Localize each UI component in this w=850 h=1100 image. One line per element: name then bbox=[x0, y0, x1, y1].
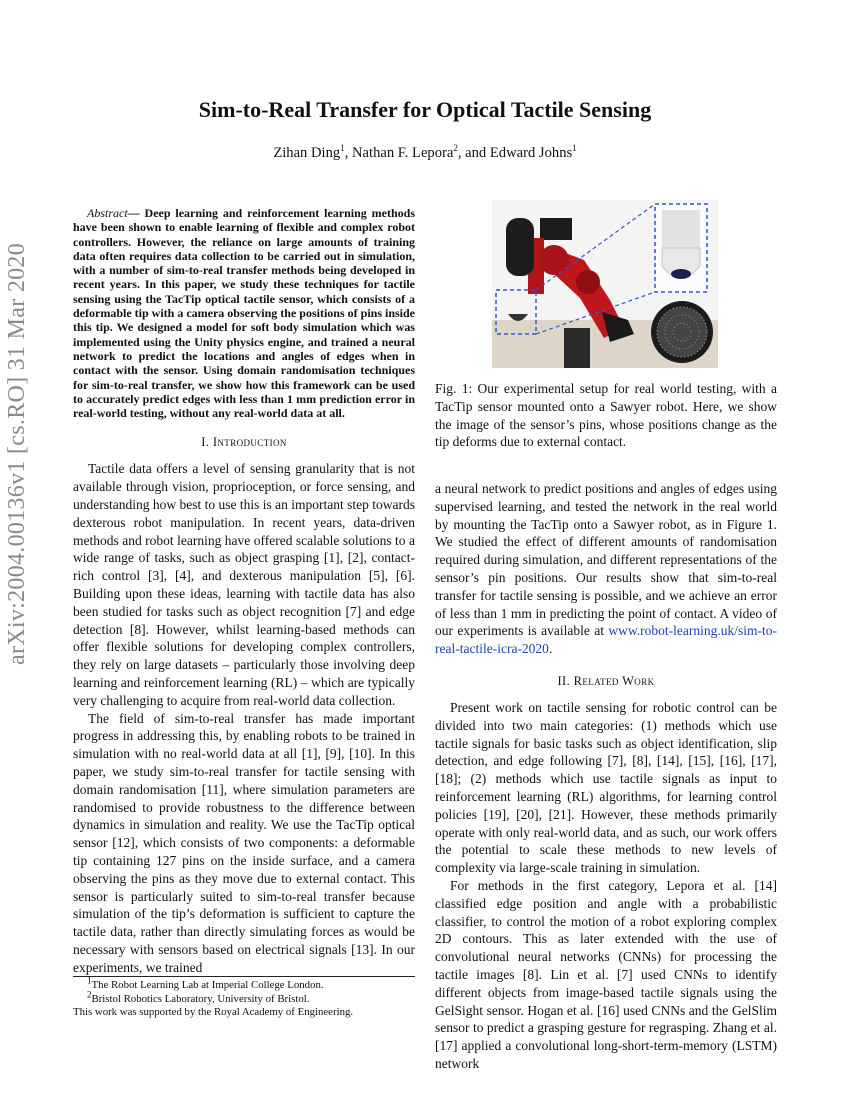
footnotes bbox=[73, 976, 415, 1020]
intro-continued-text: a neural network to predict positions and angles of edges using supervised learning, and tested the network in the real world by mounting the TacTip onto a Sawyer robot, as in Figure 1. We studied the effect of different amounts of randomisation required during simulation, and different representations of the sensor’s pin positions. Our results show that sim-to-real transfer for tactile sensing is possible, and we achieve an error of less than 1 mm in predicting the point of contact. A video of our experiments is available at bbox=[435, 481, 777, 639]
footnote-text: This work was supported by the Royal Academy of Engineering. bbox=[73, 1006, 354, 1018]
author-separator: , bbox=[344, 145, 352, 161]
author-name: Edward Johns bbox=[489, 145, 573, 161]
robot-joint bbox=[539, 245, 569, 275]
intro-paragraph-2: The field of sim-to-real transfer has made important progress in addressing this, by enabling robots to be trained in simulation with no real-world data at all [1], [9], [10]. In this paper, we study sim-to-real transfer for tactile sensing with domain randomisation [11], where simulation parameters are randomised to provide robustness to the difference between dynamics in simulation and reality. We use the TacTip optical sensor [12], which consists of two components: a deformable tip containing 127 pins on the inside surface, and a camera observing the pins as they move due to external contact. This sensor is particularly suited to sim-to-real transfer because simulation of the tip’s deformation is sufficient to capture the tactile data, rather than directly simulating forces as would be necessary with sensors based on electrical signals [13]. In our experiments, we trained bbox=[73, 710, 415, 975]
robot-joint bbox=[576, 270, 600, 294]
section-number: II. bbox=[557, 673, 574, 688]
author-name: Zihan Ding bbox=[273, 145, 341, 161]
related-paragraph-1: Present work on tactile sensing for robotic control can be divided into two main categories: (1) methods which use tactile signals for basic tasks such as object identification, slip detection, and edge following [7], [8], [14], [15], [16], [17], [18]; (2) methods which use tactile signals as input to reinforcement learning (RL) algorithms, for learning control policies [19], [20], [21]. However, these methods primarily operate with only real-world data, and as such, our work offers the potential to scale these methods to new levels of complexity via large-scale training in simulation. bbox=[435, 699, 777, 876]
abstract bbox=[73, 206, 415, 420]
affiliation-mark: 2 bbox=[453, 143, 458, 154]
robot-pedestal bbox=[564, 328, 590, 368]
footnote-mark: 1 bbox=[87, 975, 92, 986]
footnote bbox=[73, 975, 415, 993]
affiliation-mark: 1 bbox=[340, 143, 345, 154]
paper-title: Sim-to-Real Transfer for Optical Tactile Sensing bbox=[198, 97, 652, 122]
tactip-pins-dark bbox=[671, 269, 691, 279]
abstract-dash: — bbox=[127, 206, 140, 220]
left-column bbox=[73, 206, 415, 977]
affiliation-mark: 1 bbox=[572, 143, 577, 154]
abstract-label: Abstract bbox=[87, 206, 128, 220]
footnote-text: Bristol Robotics Laboratory, University of Bristol. bbox=[91, 992, 310, 1005]
author-name: Nathan F. Lepora bbox=[352, 145, 454, 161]
arxiv-identifier: arXiv:2004.00136v1 [cs.RO] 31 Mar 2020 bbox=[4, 242, 30, 665]
right-column bbox=[435, 480, 777, 1073]
author-list bbox=[0, 145, 850, 162]
section-heading-related-work bbox=[435, 674, 777, 689]
figure-caption: Fig. 1: Our experimental setup for real world testing, with a TacTip sensor mounted onto a Sawyer robot. Here, we show the image of the sensor’s pins, whose positions change as the tip deforms due to external contact. bbox=[435, 381, 777, 450]
author-separator: , and bbox=[457, 145, 490, 161]
intro-paragraph-1: Tactile data offers a level of sensing granularity that is not available through vision, proprioception, or force sensing, and understanding how best to use this is an important step towards dexterous robot manipulation. In recent years, data-driven methods and robot learning have offered scalable solutions to a wide range of tasks, such as object grasping [1], [2], contact-rich control [3], [4], and dexterous manipulation [5], [6]. Building upon these ideas, learning with tactile data has also been studied for tasks such as object recognition [7] and edge detection [8]. However, whilst learning-based methods can offer flexible solutions for developing complex controllers, they rely on large datasets – particularly those involving deep learning and reinforcement learning (RL) – which are typically very challenging to acquire from real-world data collection. bbox=[73, 461, 415, 708]
footnote bbox=[73, 1006, 415, 1020]
tactip-base bbox=[662, 210, 700, 248]
section-title: Related Work bbox=[573, 673, 655, 688]
footnote-mark: 2 bbox=[87, 988, 92, 999]
figure-robot-setup bbox=[492, 200, 718, 368]
video-link[interactable]: www.robot-learning.uk/sim-to-real-tactile-icra-2020 bbox=[435, 623, 777, 657]
robot-arm-upper bbox=[506, 218, 534, 276]
section-title: Introduction bbox=[212, 435, 287, 450]
footnote bbox=[73, 988, 415, 1007]
link-period: . bbox=[548, 641, 553, 657]
related-paragraph-2: For methods in the first category, Lepora et al. [14] classified edge position and angle with a probabilistic classifier, to control the motion of a robot exploring complex 2D contours. This as later extended with the use of convolutional neural networks (CNNs) for processing the tactile images [8]. Lin et al. [7] used CNNs to identify different objects from image-based tactile signals using the GelSight sensor. Hogan et al. [16] used CNNs and the GelSlim sensor to predict a grasping gesture for regrasping. Zhang et al. [17] applied a convolutional long-short-term-memory (LSTM) network bbox=[435, 877, 777, 1071]
robot-head-screen bbox=[540, 218, 572, 240]
section-number: I. bbox=[201, 435, 213, 450]
intro-paragraph-continued bbox=[435, 480, 777, 658]
footnote-text: The Robot Learning Lab at Imperial College London. bbox=[91, 979, 324, 991]
abstract-text: Deep learning and reinforcement learning methods have been shown to enable learning of flexible and complex robot controllers. However, the reliance on large amounts of training data often requires data collection to be carried out in simulation, with a number of sim-to-real transfer methods being developed in recent years. In this paper, we study these techniques for tactile sensing using the TacTip optical tactile sensor, which consists of a deformable tip with a camera observing the positions of pins inside this tip. We designed a model for soft body simulation which was implemented using the Unity physics engine, and trained a neural network to predict the locations and angles of edges when in contact with the sensor. Using domain randomisation techniques for sim-to-real transfer, we show how this framework can be used to accurately predict edges with less than 1 mm prediction error in real-world testing, without any real-world data at all. bbox=[73, 206, 416, 421]
section-heading-introduction bbox=[73, 435, 415, 450]
